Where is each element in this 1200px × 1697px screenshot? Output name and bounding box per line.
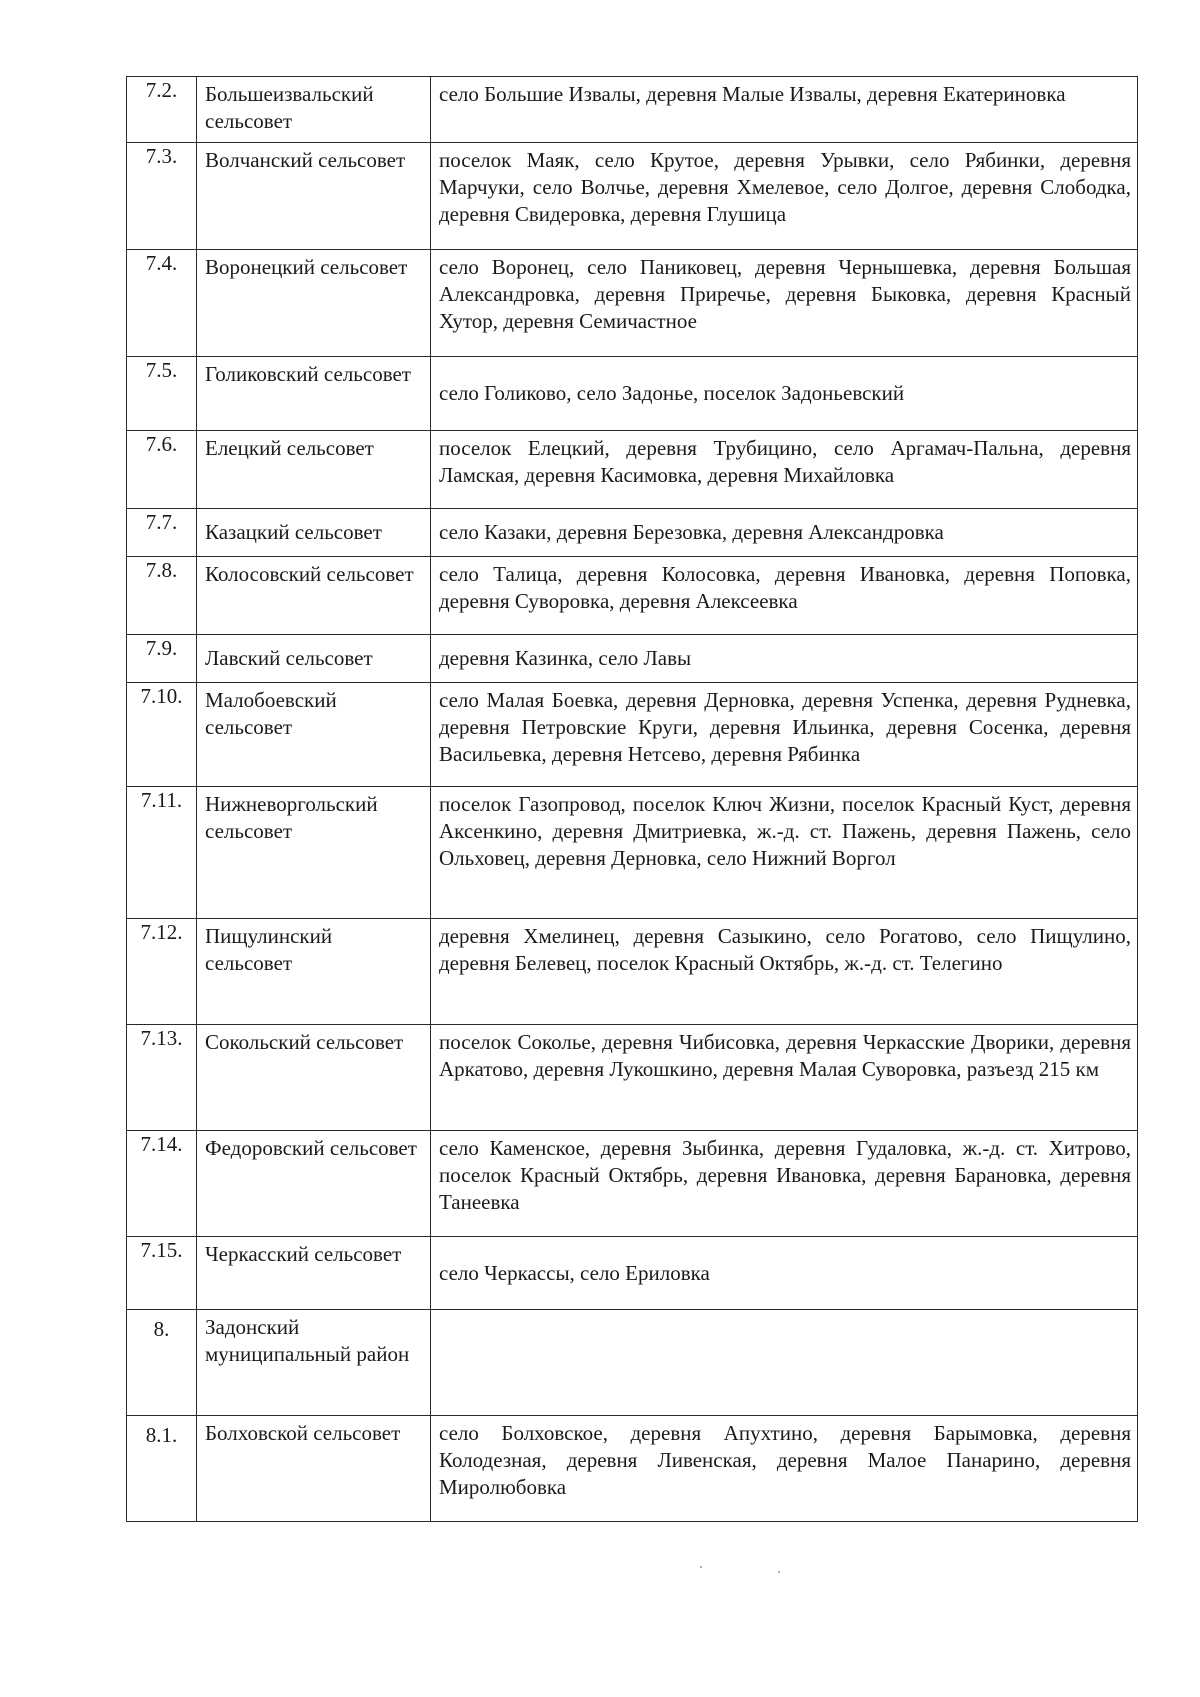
settlements-list: поселок Газопровод, поселок Ключ Жизни, поселок Красный Куст, деревня Аксенкино, деревня Дмитриевка, ж.-д. ст. Пажень, деревня Пажень, село Ольховец, деревня Дерновка, село Нижний Воргол [431, 787, 1138, 919]
table-row [127, 787, 1138, 919]
table-row [127, 509, 1138, 557]
table-row [127, 1025, 1138, 1131]
row-number-cell [127, 1237, 197, 1310]
council-name: Сокольский сельсовет [197, 1025, 431, 1131]
scan-speck [700, 1566, 702, 1568]
settlements-list: село Черкассы, село Ериловка [431, 1237, 1138, 1310]
row-number: 7.12. [140, 920, 183, 944]
table-row [127, 635, 1138, 683]
council-name: Волчанский сельсовет [197, 143, 431, 250]
row-number-cell [127, 1310, 197, 1416]
row-number: 7.7. [145, 510, 178, 534]
council-name: Малобоевский сельсовет [197, 683, 431, 787]
table-row [127, 1131, 1138, 1237]
row-number-cell [127, 431, 197, 509]
council-name: Федоровский сельсовет [197, 1131, 431, 1237]
table-row [127, 557, 1138, 635]
table-row [127, 431, 1138, 509]
settlements-list: село Воронец, село Паниковец, деревня Чернышевка, деревня Большая Александровка, деревня Приречье, деревня Быковка, деревня Красный Хутор, деревня Семичастное [431, 250, 1138, 357]
settlements-list: село Казаки, деревня Березовка, деревня Александровка [431, 509, 1138, 557]
row-number: 8.1. [145, 1423, 178, 1447]
row-number: 8. [153, 1317, 170, 1341]
council-name: Болховской сельсовет [197, 1416, 431, 1522]
council-name: Пищулинский сельсовет [197, 919, 431, 1025]
row-number: 7.5. [145, 358, 178, 382]
table-row [127, 1310, 1138, 1416]
table-row [127, 919, 1138, 1025]
settlements-list: поселок Соколье, деревня Чибисовка, деревня Черкасские Дворики, деревня Аркатово, деревня Лукошкино, деревня Малая Суворовка, разъезд 215 км [431, 1025, 1138, 1131]
table-row [127, 357, 1138, 431]
council-name: Казацкий сельсовет [197, 509, 431, 557]
row-number-cell [127, 919, 197, 1025]
row-number-cell [127, 143, 197, 250]
row-number: 7.15. [140, 1238, 183, 1262]
council-name: Колосовский сельсовет [197, 557, 431, 635]
row-number: 7.13. [140, 1026, 183, 1050]
table-row [127, 683, 1138, 787]
council-name: Черкасский сельсовет [197, 1237, 431, 1310]
row-number: 7.9. [145, 636, 178, 660]
table-row [127, 250, 1138, 357]
settlements-table [126, 76, 1138, 1522]
row-number: 7.3. [145, 144, 178, 168]
council-name: Лавский сельсовет [197, 635, 431, 683]
settlements-list: село Малая Боевка, деревня Дерновка, деревня Успенка, деревня Рудневка, деревня Петровские Круги, деревня Ильинка, деревня Сосенка, деревня Васильевка, деревня Нетсево, деревня Рябинка [431, 683, 1138, 787]
row-number-cell [127, 1131, 197, 1237]
settlements-list: село Талица, деревня Колосовка, деревня Ивановка, деревня Поповка, деревня Суворовка, деревня Алексеевка [431, 557, 1138, 635]
settlements-list: село Большие Извалы, деревня Малые Извалы, деревня Екатериновка [431, 77, 1138, 143]
council-name: Воронецкий сельсовет [197, 250, 431, 357]
row-number: 7.14. [140, 1132, 183, 1156]
row-number-cell [127, 557, 197, 635]
settlements-list: село Болховское, деревня Апухтино, деревня Барымовка, деревня Колодезная, деревня Ливенская, деревня Малое Панарино, деревня Миролюбовка [431, 1416, 1138, 1522]
row-number: 7.8. [145, 558, 178, 582]
settlements-list: поселок Маяк, село Крутое, деревня Урывки, село Рябинки, деревня Марчуки, село Волчье, деревня Хмелевое, село Долгое, деревня Слободка, деревня Свидеровка, деревня Глушица [431, 143, 1138, 250]
row-number-cell [127, 509, 197, 557]
row-number: 7.11. [140, 788, 183, 812]
row-number-cell [127, 787, 197, 919]
row-number-cell [127, 77, 197, 143]
settlements-list [431, 1310, 1138, 1416]
council-name: Нижневоргольский сельсовет [197, 787, 431, 919]
scan-speck [778, 1571, 780, 1573]
row-number-cell [127, 1416, 197, 1522]
settlements-list: село Голиково, село Задонье, поселок Задоньевский [431, 357, 1138, 431]
row-number-cell [127, 1025, 197, 1131]
row-number: 7.10. [140, 684, 183, 708]
row-number-cell [127, 635, 197, 683]
row-number-cell [127, 357, 197, 431]
table-row [127, 1416, 1138, 1522]
council-name: Голиковский сельсовет [197, 357, 431, 431]
row-number-cell [127, 250, 197, 357]
row-number: 7.6. [145, 432, 178, 456]
settlements-list: деревня Хмелинец, деревня Сазыкино, село Рогатово, село Пищулино, деревня Белевец, поселок Красный Октябрь, ж.-д. ст. Телегино [431, 919, 1138, 1025]
council-name: Задонский муниципальный район [197, 1310, 431, 1416]
settlements-list: поселок Елецкий, деревня Трубицино, село Аргамач-Пальна, деревня Ламская, деревня Касимовка, деревня Михайловка [431, 431, 1138, 509]
table-row [127, 77, 1138, 143]
settlements-list: село Каменское, деревня Зыбинка, деревня Гудаловка, ж.-д. ст. Хитрово, поселок Красный Октябрь, деревня Ивановка, деревня Барановка, деревня Танеевка [431, 1131, 1138, 1237]
row-number: 7.4. [145, 251, 178, 275]
council-name: Большеизвальский сельсовет [197, 77, 431, 143]
council-name: Елецкий сельсовет [197, 431, 431, 509]
row-number: 7.2. [145, 78, 178, 102]
table-row [127, 1237, 1138, 1310]
table-row [127, 143, 1138, 250]
row-number-cell [127, 683, 197, 787]
settlements-list: деревня Казинка, село Лавы [431, 635, 1138, 683]
